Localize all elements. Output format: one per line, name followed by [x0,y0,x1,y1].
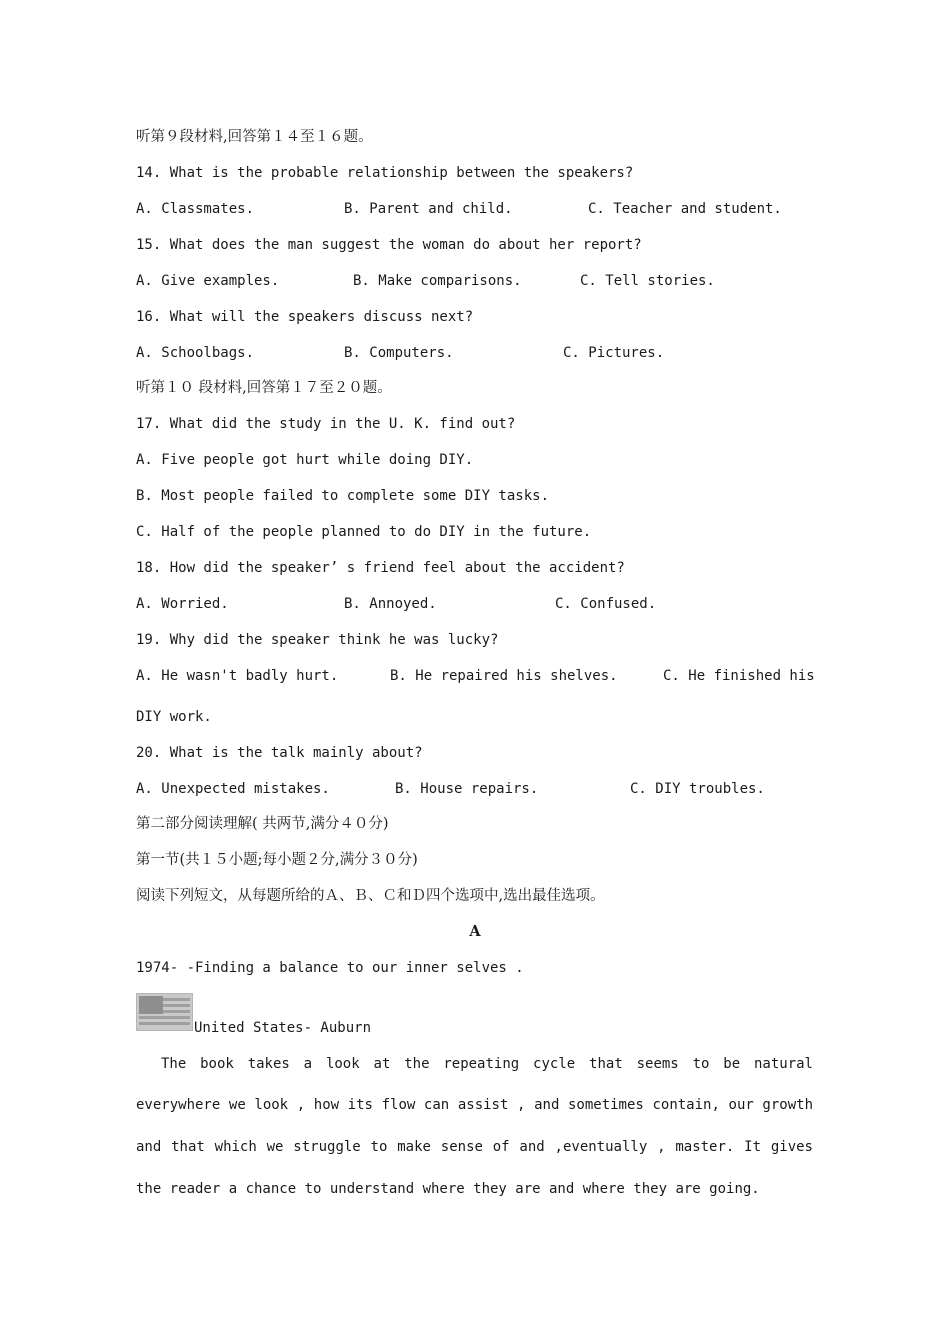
part2-section1: 第一节(共１５小题;每小题２分,满分３０分) [136,852,418,868]
question-14-stem: 14. What is the probable relationship between the speakers? [136,165,634,181]
question-17-stem: 17. What did the study in the U. K. find out? [136,416,516,432]
us-flag-icon [136,993,193,1031]
q19-option-c-continued: DIY work. [136,709,212,725]
passage-line-2: everywhere we look , how its flow can assist , and sometimes contain, our growth [136,1097,813,1113]
q16-option-b: B. Computers. [344,345,454,361]
q18-option-c: C. Confused. [555,596,657,612]
q17-option-a: A. Five people got hurt while doing DIY. [136,452,474,468]
passage-line-3: and that which we struggle to make sense of and ,eventually , master. It gives [136,1139,813,1155]
q14-option-c: C. Teacher and student. [588,201,782,217]
question-15-stem: 15. What does the man suggest the woman do about her report? [136,237,642,253]
q15-option-a: A. Give examples. [136,273,280,289]
q20-option-b: B. House repairs. [395,781,539,797]
section9-header: 听第９段材料,回答第１４至１６题。 [136,129,373,145]
question-19-stem: 19. Why did the speaker think he was lucky? [136,632,499,648]
q18-option-a: A. Worried. [136,596,229,612]
q17-option-c: C. Half of the people planned to do DIY in the future. [136,524,592,540]
q19-option-a: A. He wasn't badly hurt. [136,668,339,684]
q19-option-c: C. He finished his [663,668,815,684]
section10-header: 听第１０ 段材料,回答第１７至２０题。 [136,380,392,396]
q15-option-c: C. Tell stories. [580,273,715,289]
passage-line-4: the reader a chance to understand where they are and where they are going. [136,1181,760,1197]
part2-instruction: 阅读下列短文，从每题所给的Ａ、Ｂ、Ｃ和Ｄ四个选项中,选出最佳选项。 [136,888,605,904]
q16-option-a: A. Schoolbags. [136,345,255,361]
book-title: 1974- -Finding a balance to our inner selves . [136,960,524,976]
passage-label: A [469,923,481,940]
location-text: United States- Auburn [194,1020,372,1036]
q20-option-c: C. DIY troubles. [630,781,765,797]
q18-option-b: B. Annoyed. [344,596,437,612]
question-16-stem: 16. What will the speakers discuss next? [136,309,474,325]
question-18-stem: 18. How did the speaker’ s friend feel about the accident? [136,560,625,576]
q14-option-b: B. Parent and child. [344,201,513,217]
q16-option-c: C. Pictures. [563,345,665,361]
q20-option-a: A. Unexpected mistakes. [136,781,330,797]
q14-option-a: A. Classmates. [136,201,255,217]
passage-line-1: The book takes a look at the repeating cycle that seems to be natural [161,1056,813,1072]
part2-title: 第二部分阅读理解( 共两节,满分４０分) [136,816,389,832]
question-20-stem: 20. What is the talk mainly about? [136,745,423,761]
q15-option-b: B. Make comparisons. [353,273,522,289]
q17-option-b: B. Most people failed to complete some DIY tasks. [136,488,550,504]
q19-option-b: B. He repaired his shelves. [390,668,618,684]
